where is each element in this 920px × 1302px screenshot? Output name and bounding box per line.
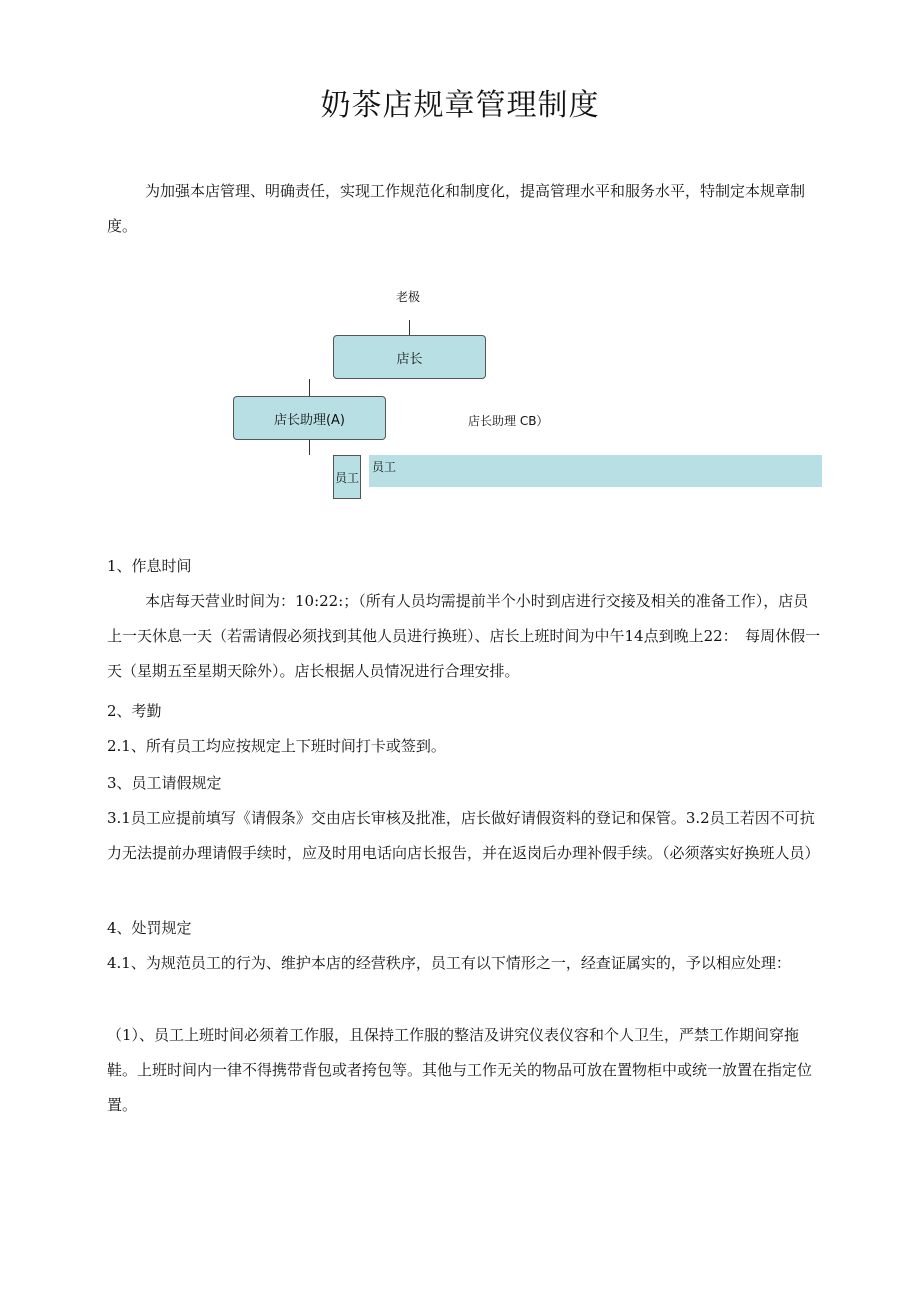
org-connector-mid (309, 379, 310, 396)
section-3-heading: 3、员工请假规定 (107, 774, 222, 792)
org-top-label: 老极 (396, 290, 421, 304)
org-connector-top (409, 320, 410, 335)
section-1-heading: 1、作息时间 (107, 557, 192, 575)
org-assistant-a-box: 店长助理(A) (233, 396, 386, 440)
section-4-heading: 4、处罚规定 (107, 919, 192, 937)
page-title: 奶茶店规章管理制度 (320, 88, 600, 123)
section-2-body: 2.1、所有员工均应按规定上下班时间打卡或签到。 (107, 737, 446, 755)
section-3-body: 3.1员工应提前填写《请假条》交由店长审核及批准，店长做好请假资料的登记和保管。3.2员工若因不可抗力无法提前办理请假手续时，应及时用电话向店长报告，并在返岗后办理补假手续。（必须落实好换班人员） (107, 809, 820, 862)
section-4-body-1: 4.1、为规范员工的行为、维护本店的经营秩序，员工有以下情形之一，经查证属实的，予以相应处理： (107, 954, 791, 972)
intro-paragraph: 为加强本店管理、明确责任，实现工作规范化和制度化，提高管理水平和服务水平，特制定本规章制度。 (107, 182, 806, 235)
org-connector-low (309, 440, 310, 455)
section-2-heading: 2、考勤 (107, 702, 162, 720)
org-assistant-b-label: 店长助理 CB） (468, 414, 549, 428)
section-4-body-2: （1）、员工上班时间必须着工作服，且保持工作服的整洁及讲究仪表仪容和个人卫生，严禁工作期间穿拖鞋。上班时间内一律不得携带背包或者挎包等。其他与工作无关的物品可放在置物柜中或统一放置在指定位置。 (107, 1026, 813, 1114)
org-manager-box: 店长 (333, 335, 486, 379)
section-1-body: 本店每天营业时间为：10:22:；（所有人员均需提前半个小时到店进行交接及相关的准备工作），店员上一天休息一天（若需请假必须找到其他人员进行换班）、店长上班时间为中午14点到晚上22： 每周休假一天（星期五至星期天除外）。店长根据人员情况进行合理安排。 (107, 592, 821, 680)
org-staff-band: 员工 (369, 455, 822, 487)
org-staff-box: 员工 (333, 455, 361, 499)
